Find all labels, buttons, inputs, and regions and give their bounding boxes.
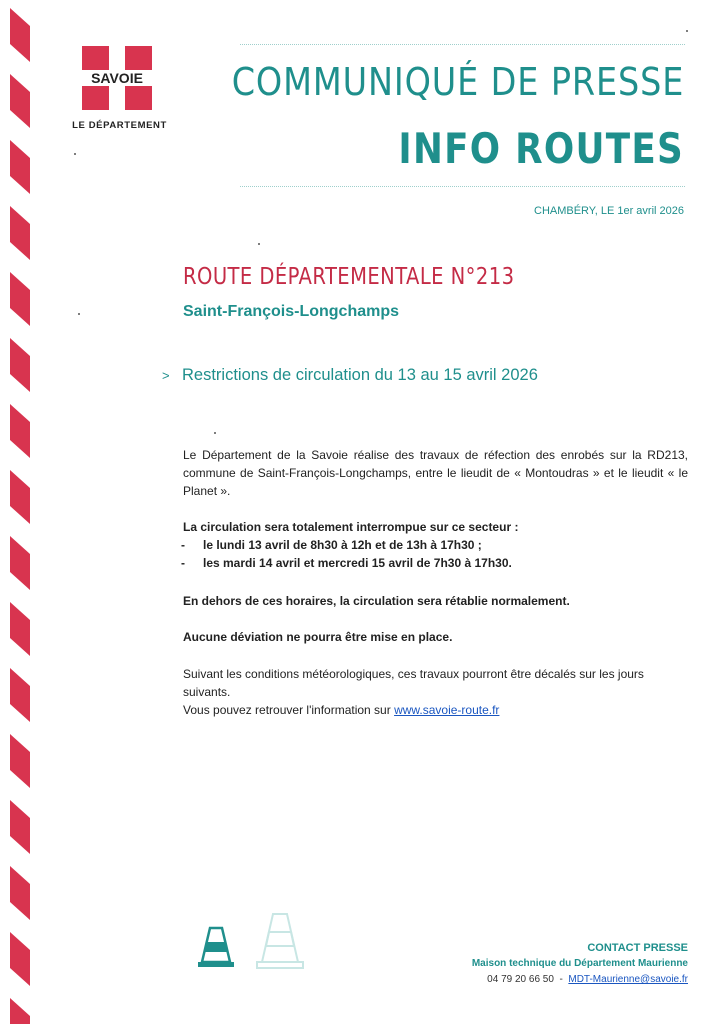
info-prefix: Vous pouvez retrouver l'information sur [183,703,395,717]
restriction-text: Restrictions de circulation du 13 au 15 avril 2026 [182,366,538,384]
faded-traffic-cone-icon [254,910,306,972]
press-contact [472,940,688,988]
info-paragraph [183,701,688,719]
contact-title: CONTACT PRESSE [587,942,688,954]
bullet-dash: - [181,538,185,552]
weather-paragraph: Suivant les conditions météorologiques, ces travaux pourront être décalés sur les jours suivants. [183,667,644,699]
contact-organization: Maison technique du Département Maurienne [471,958,688,969]
savoie-logo [82,46,152,110]
restore-paragraph: En dehors de ces horaires, la circulation sera rétablie normalement. [183,594,570,608]
closure-list [183,536,688,572]
website-link[interactable]: www.savoie-route.fr [394,703,500,717]
info-routes-title: INFO ROUTES [398,124,684,173]
bullet-dash: - [181,556,185,570]
scan-speck [214,432,216,434]
list-item [183,554,688,572]
scan-speck [78,313,80,315]
scan-speck [74,153,76,155]
striped-border [0,0,42,1024]
chevron-right-icon: > [162,368,170,383]
no-detour-paragraph: Aucune déviation ne pourra être mise en place. [183,630,453,644]
restriction-heading [162,366,538,385]
traffic-cone-icon [196,924,236,970]
list-item [183,536,688,554]
logo-name: SAVOIE [91,70,143,86]
intro-paragraph: Le Département de la Savoie réalise des travaux de réfection des enrobés sur la RD213, commune de Saint-François-Longchamps, entre le lieudit de « Montoudras » et le lieudit « le Planet ». [183,448,688,498]
closure-block [183,518,688,572]
dateline: CHAMBÉRY, LE 1er avril 2026 [534,205,684,217]
press-release-title: COMMUNIQUÉ DE PRESSE [231,60,684,104]
scan-speck [686,30,688,32]
contact-details: 04 79 20 66 50 - MDT-Maurienne@savoie.fr [487,974,688,985]
logo-subtitle: LE DÉPARTEMENT [72,120,167,131]
contact-phone: 04 79 20 66 50 [487,974,554,985]
contact-email-link[interactable]: MDT-Maurienne@savoie.fr [568,974,688,985]
closure-item-text: les mardi 14 avril et mercredi 15 avril de 7h30 à 17h30. [203,556,512,570]
scan-speck [258,243,260,245]
route-title: ROUTE DÉPARTEMENTALE N°213 [183,264,515,290]
closure-item-text: le lundi 13 avril de 8h30 à 12h et de 13h à 17h30 ; [203,538,482,552]
header-rule-bottom [240,186,685,187]
route-place: Saint-François-Longchamps [183,303,400,320]
header-rule-top [240,44,685,45]
closure-heading: La circulation sera totalement interrompue sur ce secteur : [183,520,519,534]
